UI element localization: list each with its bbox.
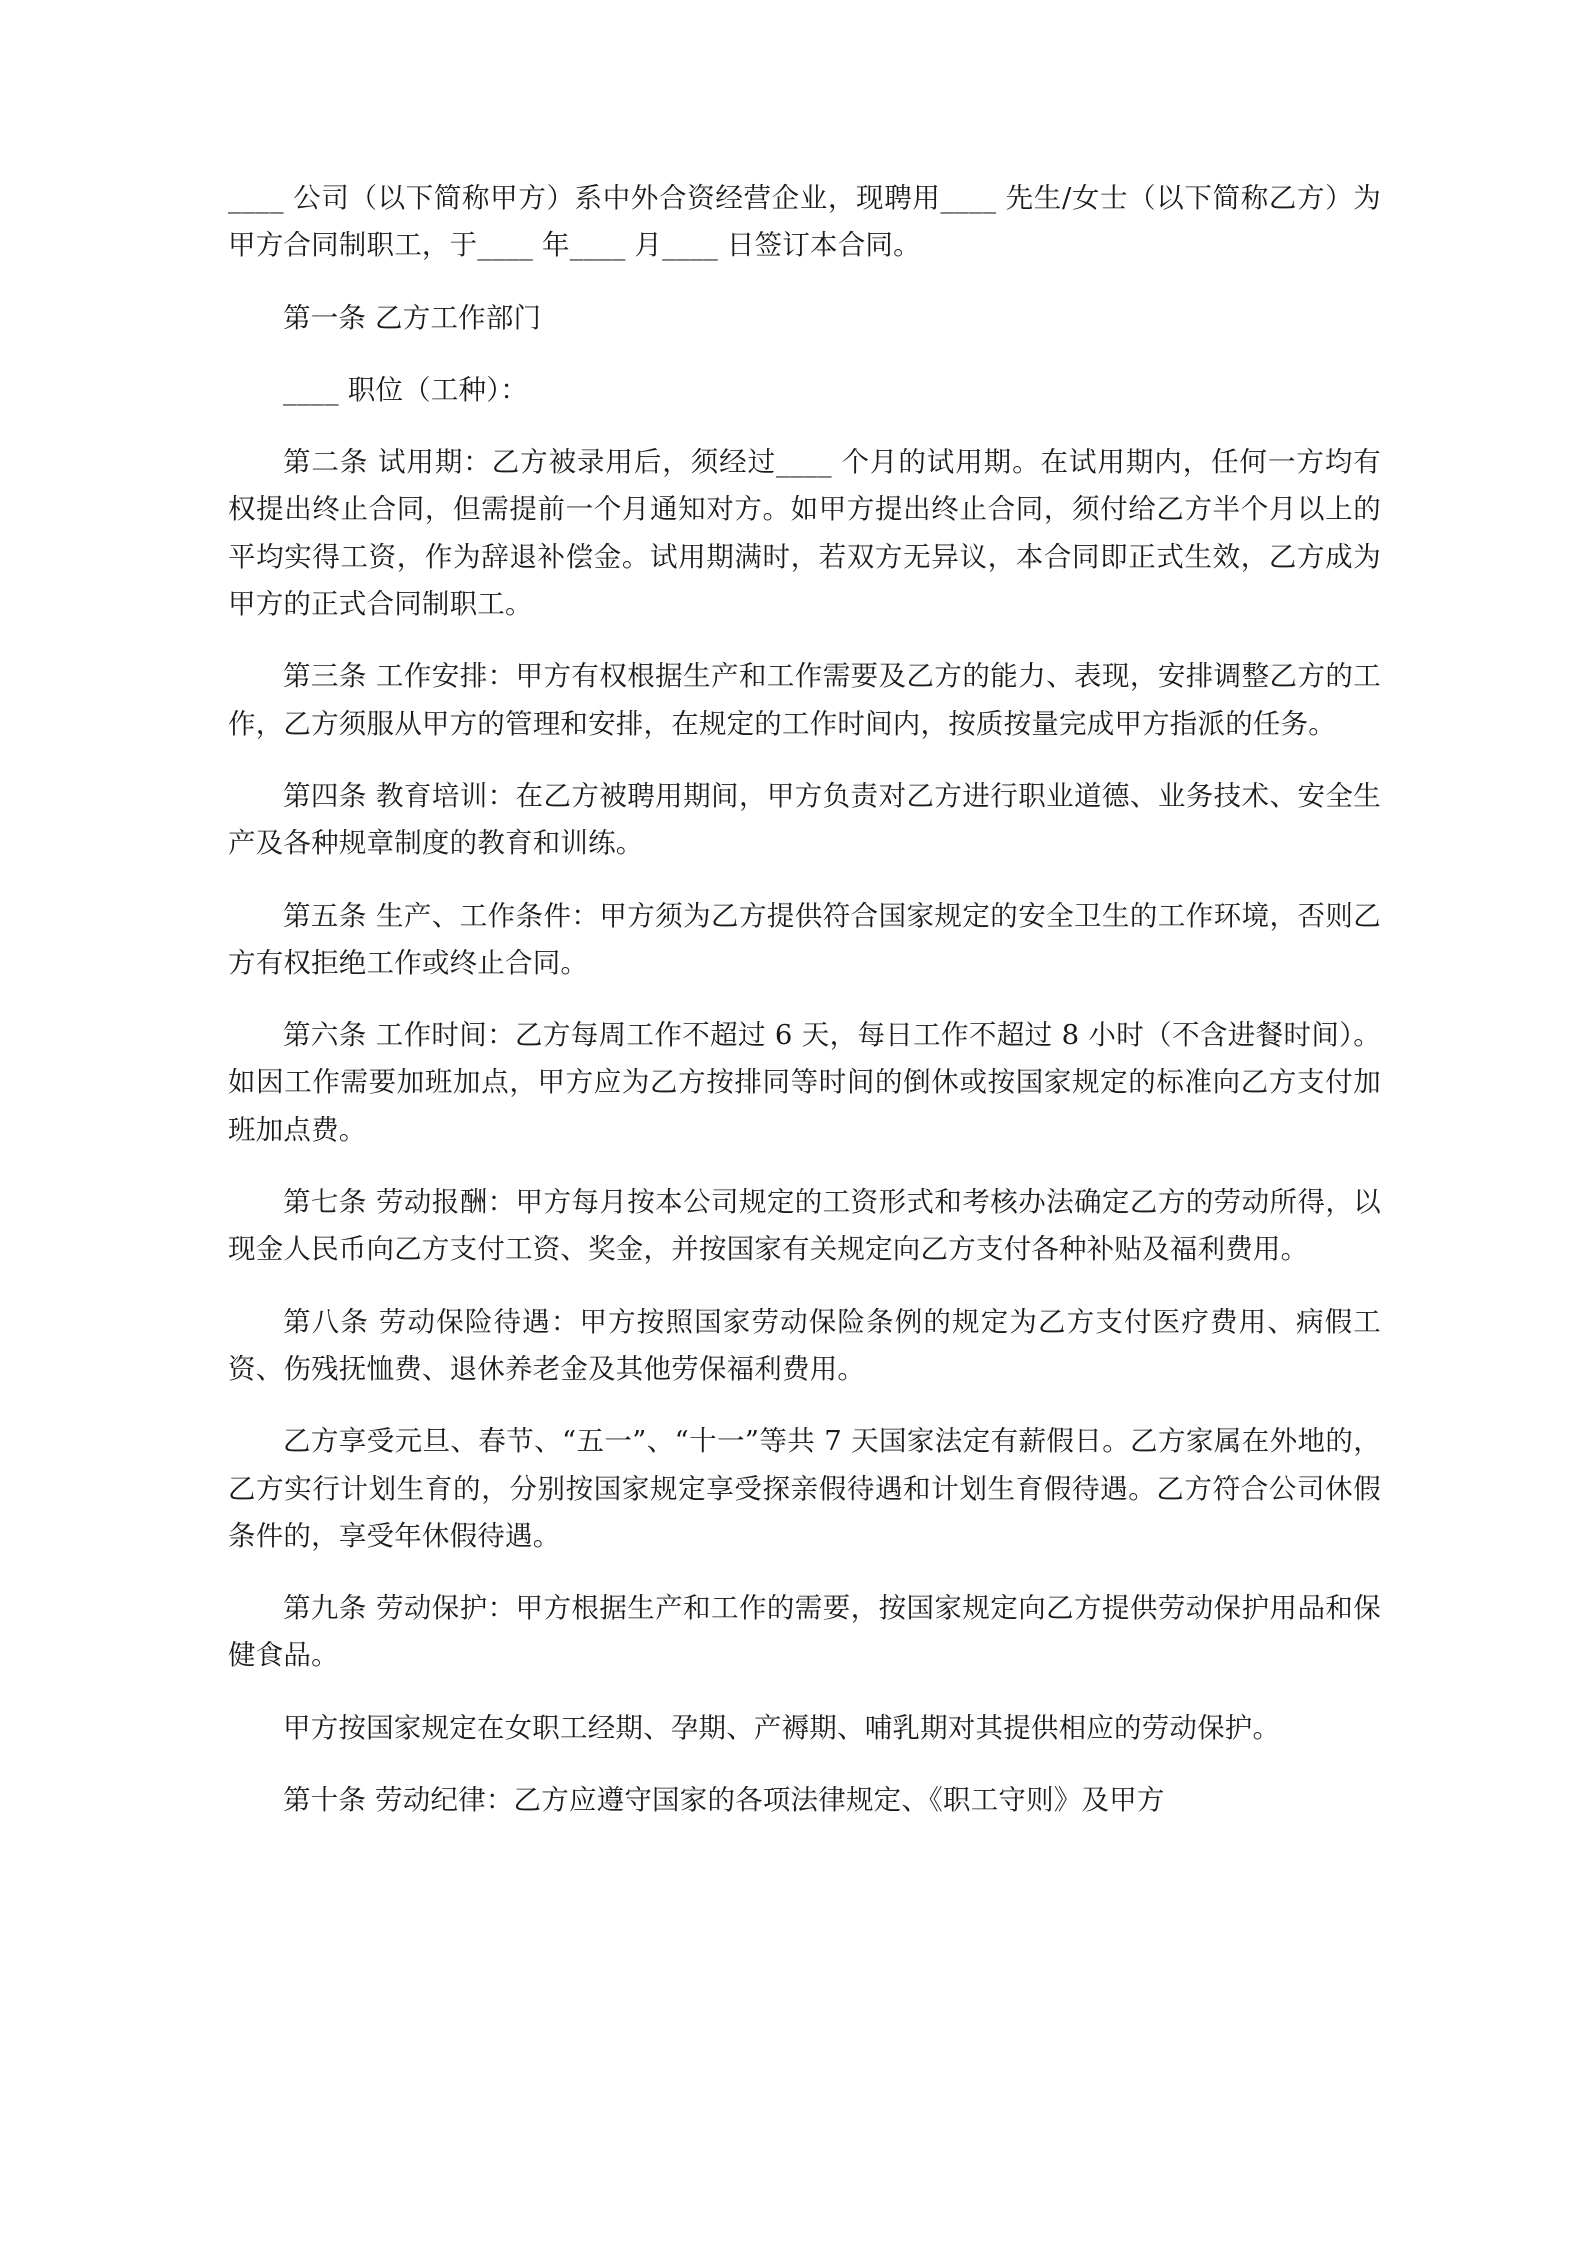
paragraph-article-2: 第二条 试用期：乙方被录用后，须经过____ 个月的试用期。在试用期内，任何一方均有权提出终止合同，但需提前一个月通知对方。如甲方提出终止合同，须付给乙方半个月以上的平均实得工资，作为辞退补偿金。试用期满时，若双方无异议，本合同即正式生效，乙方成为甲方的正式合同制职工。 (228, 446, 1381, 621)
paragraph-position: ____ 职位（工种）： (283, 373, 528, 406)
paragraph-article-1: 第一条 乙方工作部门 (283, 301, 542, 334)
paragraph-preamble: ____ 公司（以下简称甲方）系中外合资经营企业，现聘用____ 先生/女士（以下简称乙方）为甲方合同制职工，于____ 年____ 月____ 日签订本合同。 (228, 182, 1381, 262)
paragraph-article-7: 第七条 劳动报酬：甲方每月按本公司规定的工资形式和考核办法确定乙方的劳动所得，以现金人民币向乙方支付工资、奖金，并按国家有关规定向乙方支付各种补贴及福利费用。 (228, 1186, 1381, 1266)
paragraph-article-5: 第五条 生产、工作条件：甲方须为乙方提供符合国家规定的安全卫生的工作环境，否则乙方有权拒绝工作或终止合同。 (228, 899, 1381, 979)
paragraph-article-4: 第四条 教育培训：在乙方被聘用期间，甲方负责对乙方进行职业道德、业务技术、安全生产及各种规章制度的教育和训练。 (228, 779, 1381, 860)
paragraph-article-8: 第八条 劳动保险待遇：甲方按照国家劳动保险条例的规定为乙方支付医疗费用、病假工资、伤残抚恤费、退休养老金及其他劳保福利费用。 (228, 1305, 1381, 1385)
paragraph-article-10: 第十条 劳动纪律：乙方应遵守国家的各项法律规定、《职工守则》及甲方 (283, 1784, 1165, 1817)
paragraph-female-protection: 甲方按国家规定在女职工经期、孕期、产褥期、哺乳期对其提供相应的劳动保护。 (283, 1711, 1281, 1744)
paragraph-holidays: 乙方享受元旦、春节、“五一”、“十一”等共 7 天国家法定有薪假日。乙方家属在外地的，乙方实行计划生育的，分别按国家规定享受探亲假待遇和计划生育假待遇。乙方符合公司休假条件的，享受年休假待遇。 (228, 1425, 1381, 1552)
document-body (228, 175, 1381, 1824)
paragraph-article-9: 第九条 劳动保护：甲方根据生产和工作的需要，按国家规定向乙方提供劳动保护用品和保健食品。 (228, 1592, 1381, 1672)
paragraph-article-3: 第三条 工作安排：甲方有权根据生产和工作需要及乙方的能力、表现，安排调整乙方的工作，乙方须服从甲方的管理和安排，在规定的工作时间内，按质按量完成甲方指派的任务。 (228, 660, 1381, 740)
paragraph-article-6: 第六条 工作时间：乙方每周工作不超过 6 天，每日工作不超过 8 小时（不含进餐时间）。如因工作需要加班加点，甲方应为乙方按排同等时间的倒休或按国家规定的标准向乙方支付加班加点费。 (228, 1019, 1381, 1146)
